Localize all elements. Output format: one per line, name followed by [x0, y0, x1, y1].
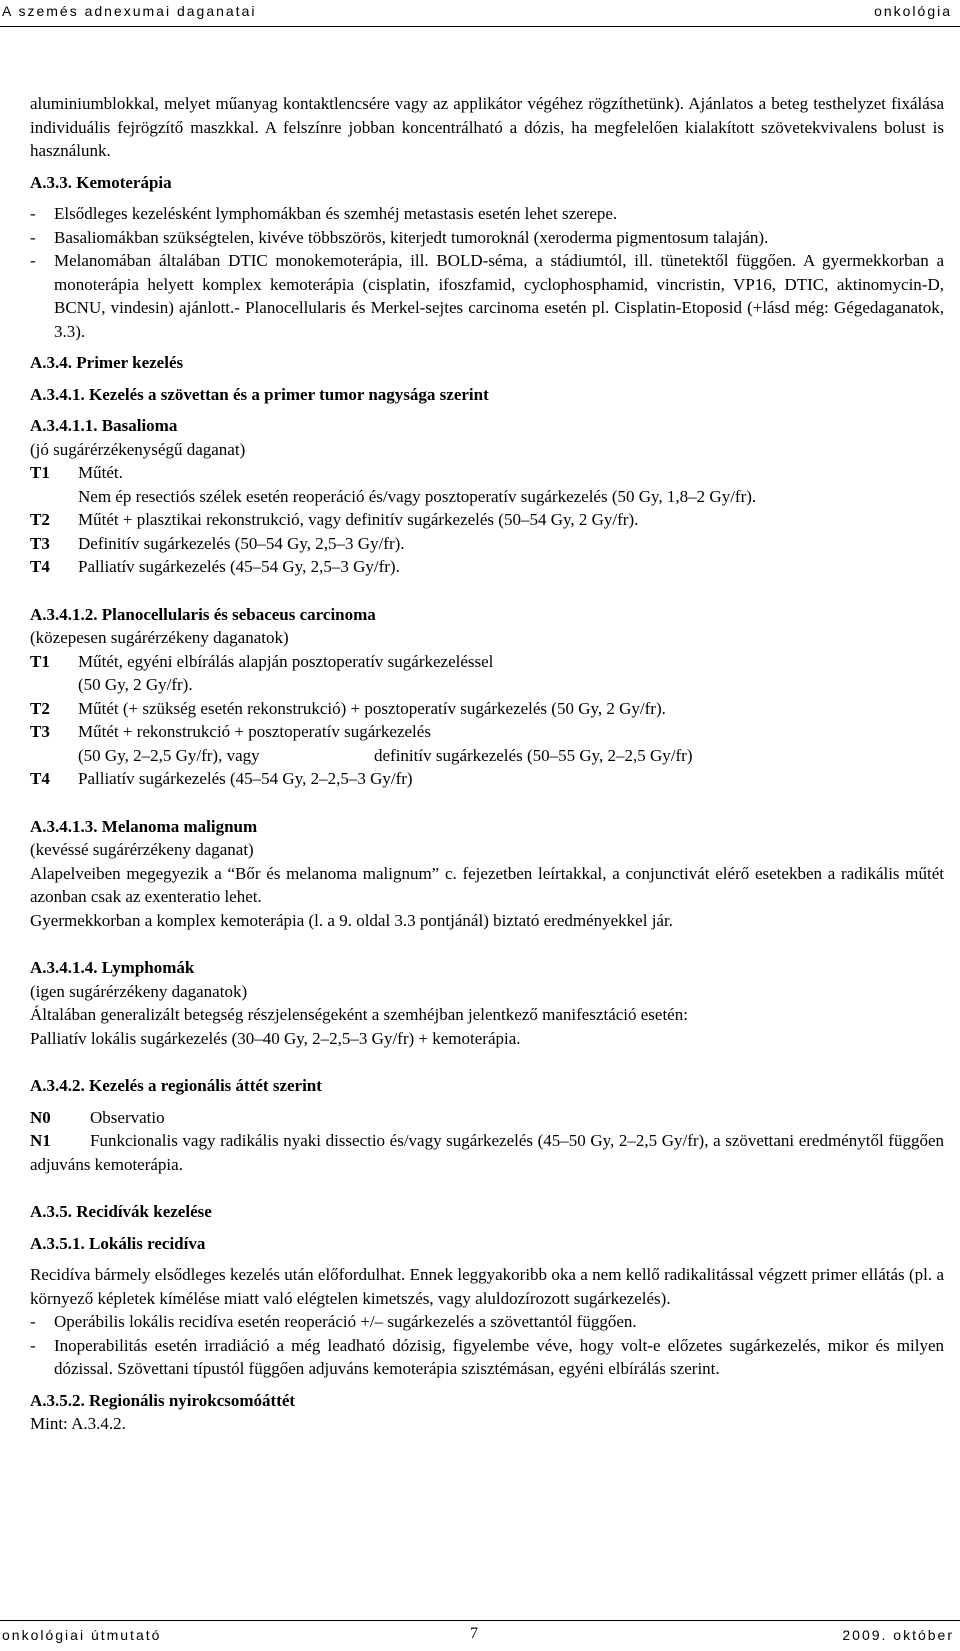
bullet: -: [30, 251, 36, 270]
heading-lymphoma: A.3.4.1.4. Lymphomák: [30, 958, 195, 977]
stage-row: [30, 508, 944, 532]
heading-planocellularis: A.3.4.1.2. Planocellularis és sebaceus carcinoma: [30, 604, 376, 624]
header-rule: [0, 26, 960, 27]
footer-document-title: onkológiai útmutató: [2, 1627, 162, 1643]
stage-row: [30, 720, 944, 744]
stage-row: [30, 532, 944, 556]
list-item: [30, 249, 944, 343]
stage-row: [30, 461, 944, 485]
page-footer: [0, 1620, 960, 1651]
list-item-text: Operábilis lokális recidíva esetén reoperáció +/– sugárkezelés a szövettantól függően.: [54, 1312, 637, 1331]
melanoma-paragraph: Gyermekkorban a komplex kemoterápia (l. a 9. oldal 3.3 pontjánál) biztató eredményekkel jár.: [30, 910, 673, 930]
lymphoma-subtitle: (igen sugárérzékeny daganatok): [30, 981, 248, 1001]
list-item: [30, 226, 944, 250]
stage-text-part: (50 Gy, 2–2,5 Gy/fr), vagy: [78, 745, 260, 765]
header-section-name: onkológia: [874, 3, 952, 19]
stage-text-part: definitív sugárkezelés (50–55 Gy, 2–2,5 Gy/fr): [374, 745, 693, 765]
recidiva-paragraph: Recidíva bármely elsődleges kezelés után előfordulhat. Ennek leggyakoribb oka a nem kellő radikalitással végzett primer ellátás (pl. a környező képletek kímélése miatt való elégtelen kimetszés, vagy aluldozírozott sugárkezelés).: [30, 1265, 944, 1308]
list-item: [30, 1310, 944, 1334]
list-item: [30, 202, 944, 226]
bullet: -: [30, 1335, 36, 1355]
bullet: -: [30, 227, 36, 247]
stage-text: Definitív sugárkezelés (50–54 Gy, 2,5–3 Gy/fr).: [78, 533, 405, 553]
melanoma-subtitle: (kevéssé sugárérzékeny daganat): [30, 840, 254, 859]
stage-row: [30, 650, 944, 674]
heading-regionalis: A.3.4.2. Kezelés a regionális áttét szerint: [30, 1076, 322, 1095]
heading-kemoterapia: A.3.3. Kemoterápia: [30, 172, 172, 192]
stage-label: T3: [30, 722, 50, 741]
stage-label: T1: [30, 463, 50, 482]
stage-row: [30, 697, 944, 721]
stage-text: Palliatív sugárkezelés (45–54 Gy, 2–2,5–3 Gy/fr): [78, 769, 413, 788]
stage-label: T1: [30, 651, 50, 671]
stage-text: Műtét + plasztikai rekonstrukció, vagy definitív sugárkezelés (50–54 Gy, 2 Gy/fr).: [78, 510, 639, 529]
stage-text: (50 Gy, 2 Gy/fr).: [78, 675, 193, 694]
stage-label: N1: [30, 1131, 51, 1150]
planocell-subtitle: (közepesen sugárérzékeny daganatok): [30, 628, 289, 647]
stage-text: Műtét + rekonstrukció + posztoperatív sugárkezelés: [78, 722, 431, 741]
bullet: -: [30, 1312, 36, 1331]
stage-label: T4: [30, 557, 50, 576]
list-item-text: Elsődleges kezelésként lymphomákban és szemhéj metastasis esetén lehet szerepe.: [54, 204, 618, 223]
stage-label: T3: [30, 533, 50, 553]
stage-text: Műtét.: [78, 463, 123, 482]
intro-paragraph: aluminiumblokkal, melyet műanyag kontaktlencsére vagy az applikátor végéhez rögzíthetünk). Ajánlatos a beteg testhelyzet fixálása individuális fejrögzítő maszkkal. A felszínre jobban koncentrálható a dózis, ha megfelelően kialakított szövetekvivalens bolust is használunk.: [30, 94, 944, 160]
list-item-text: Basaliomákban szükségtelen, kivéve többszörös, kiterjedt tumoroknál (xeroderma pigmentosum talaján).: [54, 227, 769, 247]
heading-szovettan: A.3.4.1. Kezelés a szövettan és a primer tumor nagysága szerint: [30, 384, 489, 404]
page-body: [30, 92, 944, 1436]
stage-row: [30, 1129, 944, 1176]
header-chapter-title: A szemés adnexumai daganatai: [2, 3, 257, 19]
heading-melanoma: A.3.4.1.3. Melanoma malignum: [30, 816, 258, 836]
heading-lokalis-recidiva: A.3.5.1. Lokális recidíva: [30, 1233, 206, 1253]
page-number: 7: [470, 1625, 478, 1642]
lymphoma-paragraph: Általában generalizált betegség részjelenségeként a szemhéjban jelentkező manifesztáció esetén:: [30, 1005, 688, 1024]
lymphoma-paragraph: Palliatív lokális sugárkezelés (30–40 Gy, 2–2,5–3 Gy/fr) + kemoterápia.: [30, 1028, 521, 1048]
heading-primer-kezeles: A.3.4. Primer kezelés: [30, 353, 184, 372]
stage-text: [30, 744, 944, 768]
heading-regionalis-nyirokcsomo: A.3.5.2. Regionális nyirokcsomóáttét: [30, 1390, 296, 1410]
stage-row: [30, 1106, 944, 1130]
list-item-text: Melanomában általában DTIC monokemoterápia, ill. BOLD-séma, a stádiumtól, ill. tünetektől függően. A gyermekkorban a monoterápia helyett komplex kemoterápia (cisplatin, ifoszfamid, cyclophosphamid, vincristin, VP16, DTIC, aktinomycin-D, BCNU, vindesin) ajánlott.- Planocellularis és Merkel-sejtes carcinoma esetén pl. Cisplatin-Etoposid (+lásd még: Gégedaganatok, 3.3).: [54, 251, 944, 341]
footer-date: 2009. október: [842, 1627, 954, 1643]
stage-text: Funkcionalis vagy radikális nyaki dissectio és/vagy sugárkezelés (45–50 Gy, 2–2,5 Gy/fr), a szövettani eredménytől függően adjuváns kemoterápia.: [30, 1131, 944, 1174]
stage-label: N0: [30, 1107, 51, 1127]
stage-text: Nem ép resectiós szélek esetén reoperáció és/vagy posztoperatív sugárkezelés (50 Gy, 1,8–2 Gy/fr).: [78, 486, 757, 506]
stage-text: Observatio: [90, 1107, 165, 1127]
list-item: [30, 1334, 944, 1381]
list-item-text: Inoperabilitás esetén irradiáció a még leadható dózisig, figyelembe véve, hogy volt-e előzetes sugárkezelés, mikor és milyen dózissal. Szövettani típustól függően adjuváns kemoterápia szisztémásan, egyéni elbírálás szerint.: [54, 1335, 944, 1378]
stage-row: [30, 555, 944, 579]
stage-text: Műtét (+ szükség esetén rekonstrukció) + posztoperatív sugárkezelés (50 Gy, 2 Gy/fr).: [78, 698, 666, 718]
page-header: [0, 0, 960, 28]
heading-basalioma: A.3.4.1.1. Basalioma: [30, 416, 178, 435]
stage-row: [30, 767, 944, 791]
stage-text: Palliatív sugárkezelés (45–54 Gy, 2,5–3 Gy/fr).: [78, 557, 400, 576]
stage-text: Műtét, egyéni elbírálás alapján posztoperatív sugárkezeléssel: [78, 651, 494, 671]
stage-label: T4: [30, 769, 50, 788]
stage-label: T2: [30, 698, 50, 718]
basalioma-subtitle: (jó sugárérzékenységű daganat): [30, 439, 246, 459]
melanoma-paragraph: Alapelveiben megegyezik a “Bőr és melanoma malignum” c. fejezetben leírtakkal, a conjunctivát elérő esetekben a radikális műtét azonban csak az exenteratio lehet.: [30, 863, 944, 906]
bullet: -: [30, 204, 36, 223]
stage-label: T2: [30, 510, 50, 529]
regionalis-nyirokcsomo-text: Mint: A.3.4.2.: [30, 1414, 126, 1433]
heading-recidivak: A.3.5. Recidívák kezelése: [30, 1202, 212, 1221]
footer-rule: [0, 1620, 960, 1621]
